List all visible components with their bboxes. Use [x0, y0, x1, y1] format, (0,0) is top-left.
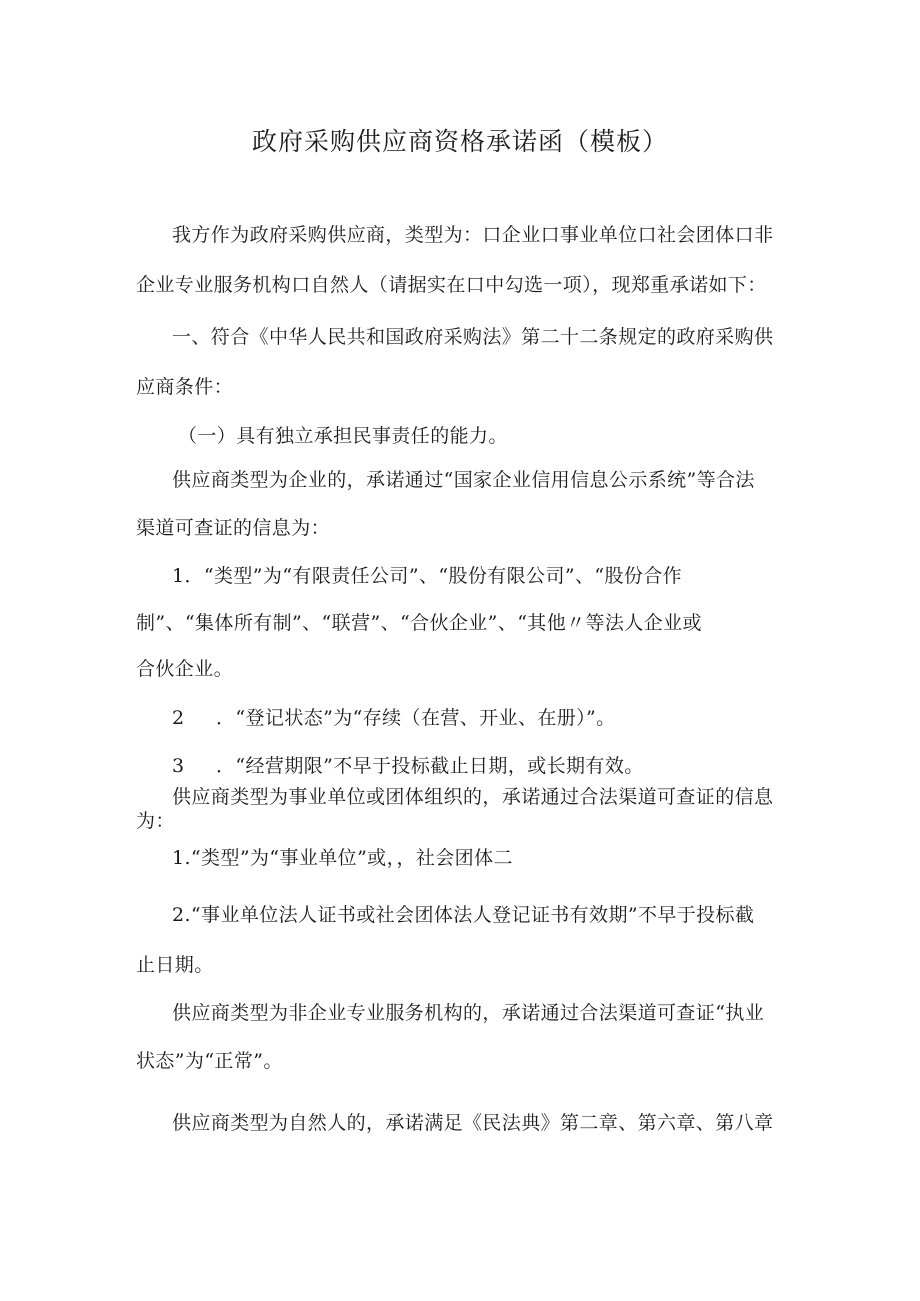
institution-item-2-line-1: 2.“事业单位法人证书或社会团体法人登记证书有效期”不早于投标截	[172, 904, 755, 926]
item-number: 2	[172, 707, 185, 729]
enterprise-item-1-line-2: 制”、“集体所有制”、“联营”、“合伙企业”、“其他〃等法人企业或	[136, 612, 702, 634]
enterprise-item-2	[172, 705, 616, 731]
intro-line-1: 我方作为政府采购供应商，类型为：口企业口事业单位口社会团体口非	[172, 224, 774, 246]
enterprise-line-1: 供应商类型为企业的，承诺通过“国家企业信用信息公示系统”等合法	[172, 469, 755, 491]
enterprise-item-1-line-3: 合伙企业。	[136, 658, 234, 680]
document-title: 政府采购供应商资格承诺函（模板）	[251, 127, 668, 156]
item-number: 3	[172, 755, 185, 777]
institution-item-1: 1.“类型”为“事业单位”或，，社会团体二	[172, 847, 513, 869]
intro-line-2: 企业专业服务机构口自然人（请据实在口中勾选一项），现郑重承诺如下：	[136, 274, 767, 296]
subsection-heading: （一）具有独立承担民事责任的能力。	[178, 425, 508, 447]
item-text: ．“登记状态”为“存续（在营、开业、在册）”。	[216, 707, 616, 729]
enterprise-line-2: 渠道可查证的信息为：	[136, 517, 331, 539]
section1-line-1: 一、符合《中华人民共和国政府采购法》第二十二条规定的政府采购供	[172, 326, 774, 348]
enterprise-item-1-line-1: 1．“类型”为“有限责任公司”、“股份有限公司”、“股份合作	[172, 565, 683, 587]
professional-line-1: 供应商类型为非企业专业服务机构的，承诺通过合法渠道可查证“执业	[172, 1002, 765, 1024]
institution-item-2-line-2: 止日期。	[136, 954, 214, 976]
institution-line-1: 供应商类型为事业单位或团体组织的，承诺通过合法渠道可查证的信息	[172, 786, 774, 808]
institution-line-2: 为：	[136, 810, 175, 832]
section1-line-2: 应商条件：	[136, 376, 234, 398]
natural-person-line-1: 供应商类型为自然人的，承诺满足《民法典》第二章、第六章、第八章	[172, 1112, 774, 1134]
item-text: ．“经营期限”不早于投标截止日期，或长期有效。	[216, 755, 644, 777]
enterprise-item-3	[172, 753, 644, 779]
professional-line-2: 状态”为“正常”。	[136, 1050, 283, 1072]
